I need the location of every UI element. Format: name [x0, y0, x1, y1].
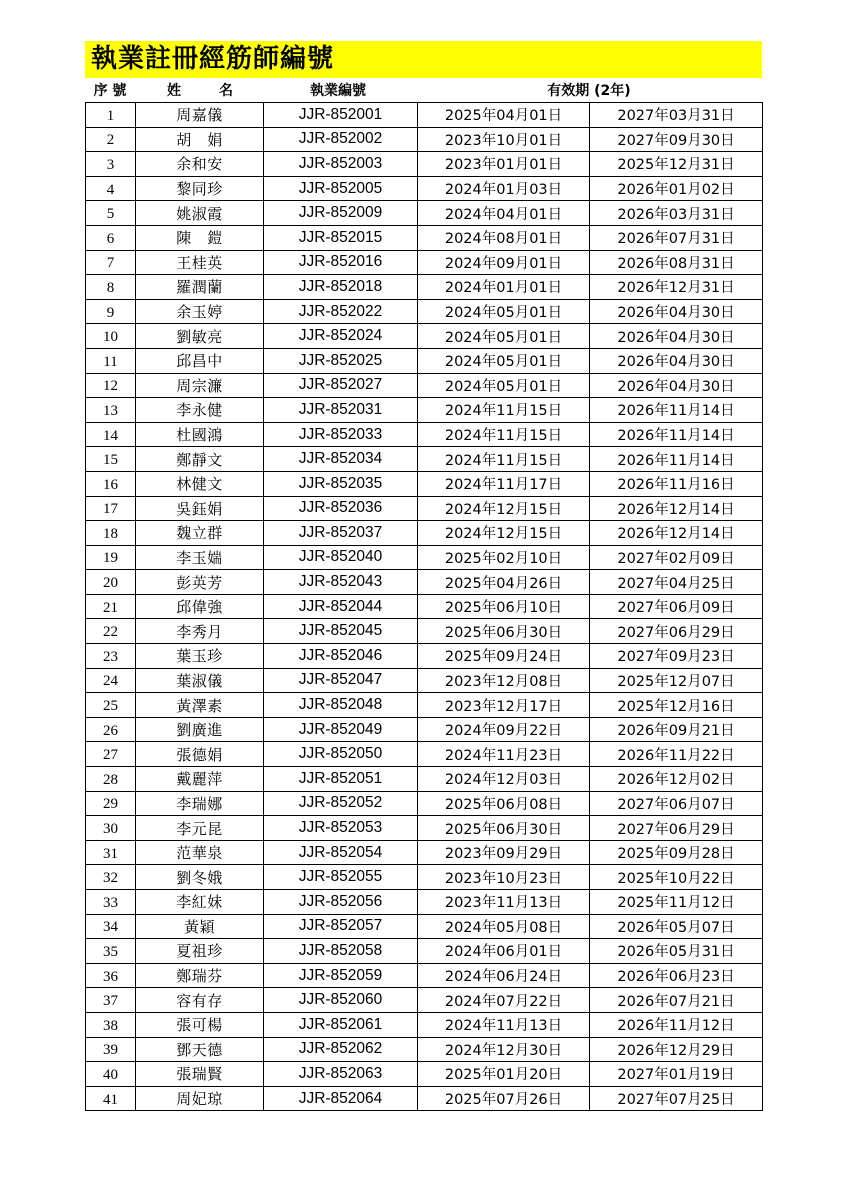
- cell-start-date: 2024年05月01日: [418, 373, 590, 398]
- cell-start-date: 2023年12月17日: [418, 693, 590, 718]
- cell-code: JJR-852036: [264, 496, 418, 521]
- cell-name: 林健文: [136, 471, 264, 496]
- cell-start-date: 2023年01月01日: [418, 152, 590, 177]
- cell-start-date: 2024年08月01日: [418, 225, 590, 250]
- header-validity: 有效期 (2年): [547, 83, 631, 99]
- table-row: [86, 963, 763, 988]
- cell-seq: 22: [86, 619, 136, 644]
- cell-start-date: 2024年11月15日: [418, 398, 590, 423]
- cell-seq: 30: [86, 816, 136, 841]
- cell-end-date: 2025年12月07日: [590, 668, 763, 693]
- table-row: [86, 521, 763, 546]
- cell-code: JJR-852024: [264, 324, 418, 349]
- cell-name: 戴麗萍: [136, 767, 264, 792]
- cell-seq: 18: [86, 521, 136, 546]
- cell-seq: 28: [86, 767, 136, 792]
- cell-code: JJR-852054: [264, 840, 418, 865]
- table-row: [86, 398, 763, 423]
- cell-start-date: 2025年06月30日: [418, 619, 590, 644]
- cell-code: JJR-852016: [264, 250, 418, 275]
- cell-name: 余和安: [136, 152, 264, 177]
- cell-end-date: 2027年09月23日: [590, 644, 763, 669]
- cell-code: JJR-852040: [264, 545, 418, 570]
- cell-end-date: 2026年07月21日: [590, 988, 763, 1013]
- cell-name: 鄭靜文: [136, 447, 264, 472]
- cell-seq: 26: [86, 717, 136, 742]
- cell-seq: 27: [86, 742, 136, 767]
- cell-end-date: 2025年11月12日: [590, 890, 763, 915]
- cell-seq: 19: [86, 545, 136, 570]
- table-row: [86, 471, 763, 496]
- cell-name: 李紅妹: [136, 890, 264, 915]
- table-row: [86, 152, 763, 177]
- cell-code: JJR-852022: [264, 299, 418, 324]
- cell-code: JJR-852062: [264, 1037, 418, 1062]
- cell-start-date: 2024年11月15日: [418, 422, 590, 447]
- table-row: [86, 201, 763, 226]
- table-row: [86, 348, 763, 373]
- cell-seq: 23: [86, 644, 136, 669]
- cell-code: JJR-852005: [264, 176, 418, 201]
- cell-end-date: 2026年07月31日: [590, 225, 763, 250]
- cell-code: JJR-852043: [264, 570, 418, 595]
- cell-name: 彭英芳: [136, 570, 264, 595]
- cell-end-date: 2027年06月09日: [590, 594, 763, 619]
- cell-end-date: 2025年09月28日: [590, 840, 763, 865]
- cell-end-date: 2026年11月22日: [590, 742, 763, 767]
- cell-seq: 32: [86, 865, 136, 890]
- cell-seq: 24: [86, 668, 136, 693]
- cell-name: 劉敏亮: [136, 324, 264, 349]
- table-row: [86, 447, 763, 472]
- cell-seq: 41: [86, 1086, 136, 1111]
- cell-end-date: 2026年12月02日: [590, 767, 763, 792]
- cell-seq: 9: [86, 299, 136, 324]
- cell-code: JJR-852003: [264, 152, 418, 177]
- cell-end-date: 2026年05月31日: [590, 939, 763, 964]
- cell-seq: 4: [86, 176, 136, 201]
- table-row: [86, 644, 763, 669]
- cell-code: JJR-852050: [264, 742, 418, 767]
- table-row: [86, 742, 763, 767]
- cell-end-date: 2026年01月02日: [590, 176, 763, 201]
- cell-code: JJR-852045: [264, 619, 418, 644]
- cell-start-date: 2023年10月23日: [418, 865, 590, 890]
- cell-end-date: 2026年11月12日: [590, 1012, 763, 1037]
- table-row: [86, 103, 763, 128]
- cell-code: JJR-852063: [264, 1062, 418, 1087]
- cell-seq: 20: [86, 570, 136, 595]
- cell-start-date: 2024年12月30日: [418, 1037, 590, 1062]
- header-code: 執業編號: [310, 83, 366, 99]
- cell-name: 王桂英: [136, 250, 264, 275]
- cell-seq: 3: [86, 152, 136, 177]
- cell-end-date: 2026年04月30日: [590, 373, 763, 398]
- cell-start-date: 2024年11月15日: [418, 447, 590, 472]
- cell-start-date: 2024年11月23日: [418, 742, 590, 767]
- cell-start-date: 2024年11月13日: [418, 1012, 590, 1037]
- cell-seq: 40: [86, 1062, 136, 1087]
- cell-seq: 2: [86, 127, 136, 152]
- cell-end-date: 2026年06月23日: [590, 963, 763, 988]
- cell-code: JJR-852031: [264, 398, 418, 423]
- cell-name: 李元昆: [136, 816, 264, 841]
- cell-end-date: 2026年12月31日: [590, 275, 763, 300]
- cell-start-date: 2024年09月22日: [418, 717, 590, 742]
- cell-seq: 11: [86, 348, 136, 373]
- table-row: [86, 373, 763, 398]
- cell-start-date: 2025年01月20日: [418, 1062, 590, 1087]
- cell-name: 姚淑霞: [136, 201, 264, 226]
- cell-code: JJR-852057: [264, 914, 418, 939]
- cell-seq: 15: [86, 447, 136, 472]
- cell-start-date: 2025年07月26日: [418, 1086, 590, 1111]
- cell-name: 容有存: [136, 988, 264, 1013]
- cell-code: JJR-852049: [264, 717, 418, 742]
- table-row: [86, 693, 763, 718]
- table-row: [86, 422, 763, 447]
- table-row: [86, 619, 763, 644]
- cell-seq: 21: [86, 594, 136, 619]
- cell-start-date: 2025年02月10日: [418, 545, 590, 570]
- table-row: [86, 939, 763, 964]
- cell-start-date: 2023年10月01日: [418, 127, 590, 152]
- cell-start-date: 2025年04月01日: [418, 103, 590, 128]
- cell-start-date: 2024年07月22日: [418, 988, 590, 1013]
- cell-code: JJR-852044: [264, 594, 418, 619]
- cell-end-date: 2026年11月14日: [590, 447, 763, 472]
- cell-end-date: 2026年04月30日: [590, 324, 763, 349]
- cell-end-date: 2026年11月14日: [590, 422, 763, 447]
- roster-body: [86, 103, 763, 1111]
- cell-start-date: 2025年09月24日: [418, 644, 590, 669]
- cell-start-date: 2025年04月26日: [418, 570, 590, 595]
- cell-code: JJR-852001: [264, 103, 418, 128]
- cell-code: JJR-852033: [264, 422, 418, 447]
- cell-code: JJR-852055: [264, 865, 418, 890]
- cell-end-date: 2026年12月14日: [590, 496, 763, 521]
- table-row: [86, 840, 763, 865]
- table-row: [86, 324, 763, 349]
- cell-name: 張可楊: [136, 1012, 264, 1037]
- cell-end-date: 2027年03月31日: [590, 103, 763, 128]
- cell-name: 余玉婷: [136, 299, 264, 324]
- cell-seq: 35: [86, 939, 136, 964]
- cell-name: 黃穎: [136, 914, 264, 939]
- cell-end-date: 2025年12月31日: [590, 152, 763, 177]
- table-row: [86, 545, 763, 570]
- cell-end-date: 2027年06月29日: [590, 816, 763, 841]
- cell-name: 劉廣進: [136, 717, 264, 742]
- cell-seq: 17: [86, 496, 136, 521]
- cell-seq: 37: [86, 988, 136, 1013]
- cell-start-date: 2024年12月15日: [418, 496, 590, 521]
- cell-start-date: 2024年05月01日: [418, 324, 590, 349]
- cell-start-date: 2024年06月24日: [418, 963, 590, 988]
- cell-seq: 1: [86, 103, 136, 128]
- cell-end-date: 2026年04月30日: [590, 348, 763, 373]
- cell-code: JJR-852035: [264, 471, 418, 496]
- title-banner: [85, 41, 762, 78]
- cell-name: 李瑞娜: [136, 791, 264, 816]
- cell-name: 李永健: [136, 398, 264, 423]
- cell-start-date: 2023年12月08日: [418, 668, 590, 693]
- cell-name: 張德娟: [136, 742, 264, 767]
- header-seq: 序 號: [93, 83, 127, 99]
- cell-start-date: 2025年06月30日: [418, 816, 590, 841]
- cell-end-date: 2027年09月30日: [590, 127, 763, 152]
- table-row: [86, 668, 763, 693]
- cell-start-date: 2023年11月13日: [418, 890, 590, 915]
- table-row: [86, 1012, 763, 1037]
- cell-seq: 38: [86, 1012, 136, 1037]
- cell-name: 周妃琼: [136, 1086, 264, 1111]
- cell-code: JJR-852048: [264, 693, 418, 718]
- cell-start-date: 2024年12月03日: [418, 767, 590, 792]
- cell-name: 范華泉: [136, 840, 264, 865]
- cell-code: JJR-852060: [264, 988, 418, 1013]
- table-row: [86, 1037, 763, 1062]
- cell-name: 周嘉儀: [136, 103, 264, 128]
- cell-end-date: 2026年05月07日: [590, 914, 763, 939]
- cell-name: 鄭瑞芬: [136, 963, 264, 988]
- cell-seq: 25: [86, 693, 136, 718]
- cell-seq: 16: [86, 471, 136, 496]
- cell-start-date: 2024年01月03日: [418, 176, 590, 201]
- cell-name: 鄧天德: [136, 1037, 264, 1062]
- cell-seq: 7: [86, 250, 136, 275]
- cell-name: 吳鈺娟: [136, 496, 264, 521]
- cell-end-date: 2026年03月31日: [590, 201, 763, 226]
- cell-start-date: 2024年05月01日: [418, 299, 590, 324]
- cell-code: JJR-852052: [264, 791, 418, 816]
- cell-end-date: 2027年06月07日: [590, 791, 763, 816]
- cell-start-date: 2024年06月01日: [418, 939, 590, 964]
- table-row: [86, 914, 763, 939]
- cell-end-date: 2026年11月16日: [590, 471, 763, 496]
- cell-code: JJR-852056: [264, 890, 418, 915]
- cell-end-date: 2026年12月14日: [590, 521, 763, 546]
- cell-name: 葉淑儀: [136, 668, 264, 693]
- cell-end-date: 2027年04月25日: [590, 570, 763, 595]
- cell-name: 陳 鎧: [136, 225, 264, 250]
- cell-name: 夏祖珍: [136, 939, 264, 964]
- cell-start-date: 2024年12月15日: [418, 521, 590, 546]
- cell-seq: 13: [86, 398, 136, 423]
- header-name: 姓 名: [167, 83, 245, 99]
- cell-seq: 5: [86, 201, 136, 226]
- cell-code: JJR-852018: [264, 275, 418, 300]
- cell-seq: 10: [86, 324, 136, 349]
- cell-name: 黎同珍: [136, 176, 264, 201]
- cell-end-date: 2026年12月29日: [590, 1037, 763, 1062]
- cell-code: JJR-852047: [264, 668, 418, 693]
- cell-name: 張瑞賢: [136, 1062, 264, 1087]
- cell-end-date: 2027年02月09日: [590, 545, 763, 570]
- cell-end-date: 2026年09月21日: [590, 717, 763, 742]
- table-row: [86, 791, 763, 816]
- cell-end-date: 2027年06月29日: [590, 619, 763, 644]
- table-row: [86, 496, 763, 521]
- table-row: [86, 767, 763, 792]
- cell-end-date: 2027年01月19日: [590, 1062, 763, 1087]
- cell-code: JJR-852002: [264, 127, 418, 152]
- table-row: [86, 299, 763, 324]
- cell-name: 黃澤素: [136, 693, 264, 718]
- cell-end-date: 2026年08月31日: [590, 250, 763, 275]
- table-row: [86, 275, 763, 300]
- table-row: [86, 570, 763, 595]
- cell-name: 周宗濂: [136, 373, 264, 398]
- cell-seq: 31: [86, 840, 136, 865]
- cell-seq: 8: [86, 275, 136, 300]
- table-row: [86, 717, 763, 742]
- table-row: [86, 890, 763, 915]
- cell-name: 葉玉珍: [136, 644, 264, 669]
- cell-end-date: 2025年12月16日: [590, 693, 763, 718]
- cell-seq: 14: [86, 422, 136, 447]
- cell-code: JJR-852027: [264, 373, 418, 398]
- cell-start-date: 2023年09月29日: [418, 840, 590, 865]
- table-row: [86, 1062, 763, 1087]
- cell-name: 魏立群: [136, 521, 264, 546]
- cell-name: 羅潤蘭: [136, 275, 264, 300]
- cell-code: JJR-852051: [264, 767, 418, 792]
- cell-seq: 33: [86, 890, 136, 915]
- table-row: [86, 816, 763, 841]
- cell-name: 邱偉強: [136, 594, 264, 619]
- cell-end-date: 2025年10月22日: [590, 865, 763, 890]
- table-row: [86, 250, 763, 275]
- cell-code: JJR-852053: [264, 816, 418, 841]
- table-row: [86, 176, 763, 201]
- cell-seq: 36: [86, 963, 136, 988]
- cell-seq: 12: [86, 373, 136, 398]
- cell-code: JJR-852037: [264, 521, 418, 546]
- cell-code: JJR-852061: [264, 1012, 418, 1037]
- cell-name: 李秀月: [136, 619, 264, 644]
- table-row: [86, 594, 763, 619]
- page-title: 執業註冊經筋師編號: [91, 44, 335, 74]
- cell-name: 李玉媏: [136, 545, 264, 570]
- cell-start-date: 2024年09月01日: [418, 250, 590, 275]
- cell-seq: 34: [86, 914, 136, 939]
- table-row: [86, 225, 763, 250]
- cell-name: 胡 娟: [136, 127, 264, 152]
- cell-code: JJR-852015: [264, 225, 418, 250]
- table-row: [86, 865, 763, 890]
- cell-start-date: 2024年11月17日: [418, 471, 590, 496]
- cell-end-date: 2026年11月14日: [590, 398, 763, 423]
- cell-name: 邱昌中: [136, 348, 264, 373]
- cell-start-date: 2024年01月01日: [418, 275, 590, 300]
- table-row: [86, 127, 763, 152]
- table-row: [86, 1086, 763, 1111]
- cell-start-date: 2025年06月10日: [418, 594, 590, 619]
- cell-code: JJR-852034: [264, 447, 418, 472]
- cell-seq: 6: [86, 225, 136, 250]
- cell-start-date: 2024年05月08日: [418, 914, 590, 939]
- cell-seq: 39: [86, 1037, 136, 1062]
- cell-end-date: 2027年07月25日: [590, 1086, 763, 1111]
- table-row: [86, 988, 763, 1013]
- cell-code: JJR-852046: [264, 644, 418, 669]
- cell-code: JJR-852059: [264, 963, 418, 988]
- cell-start-date: 2024年05月01日: [418, 348, 590, 373]
- cell-seq: 29: [86, 791, 136, 816]
- cell-code: JJR-852064: [264, 1086, 418, 1111]
- cell-code: JJR-852058: [264, 939, 418, 964]
- cell-name: 劉冬娥: [136, 865, 264, 890]
- cell-code: JJR-852009: [264, 201, 418, 226]
- cell-start-date: 2025年06月08日: [418, 791, 590, 816]
- cell-name: 杜國鴻: [136, 422, 264, 447]
- table-header: [85, 80, 762, 102]
- roster-table: [85, 102, 763, 1111]
- cell-start-date: 2024年04月01日: [418, 201, 590, 226]
- cell-code: JJR-852025: [264, 348, 418, 373]
- cell-end-date: 2026年04月30日: [590, 299, 763, 324]
